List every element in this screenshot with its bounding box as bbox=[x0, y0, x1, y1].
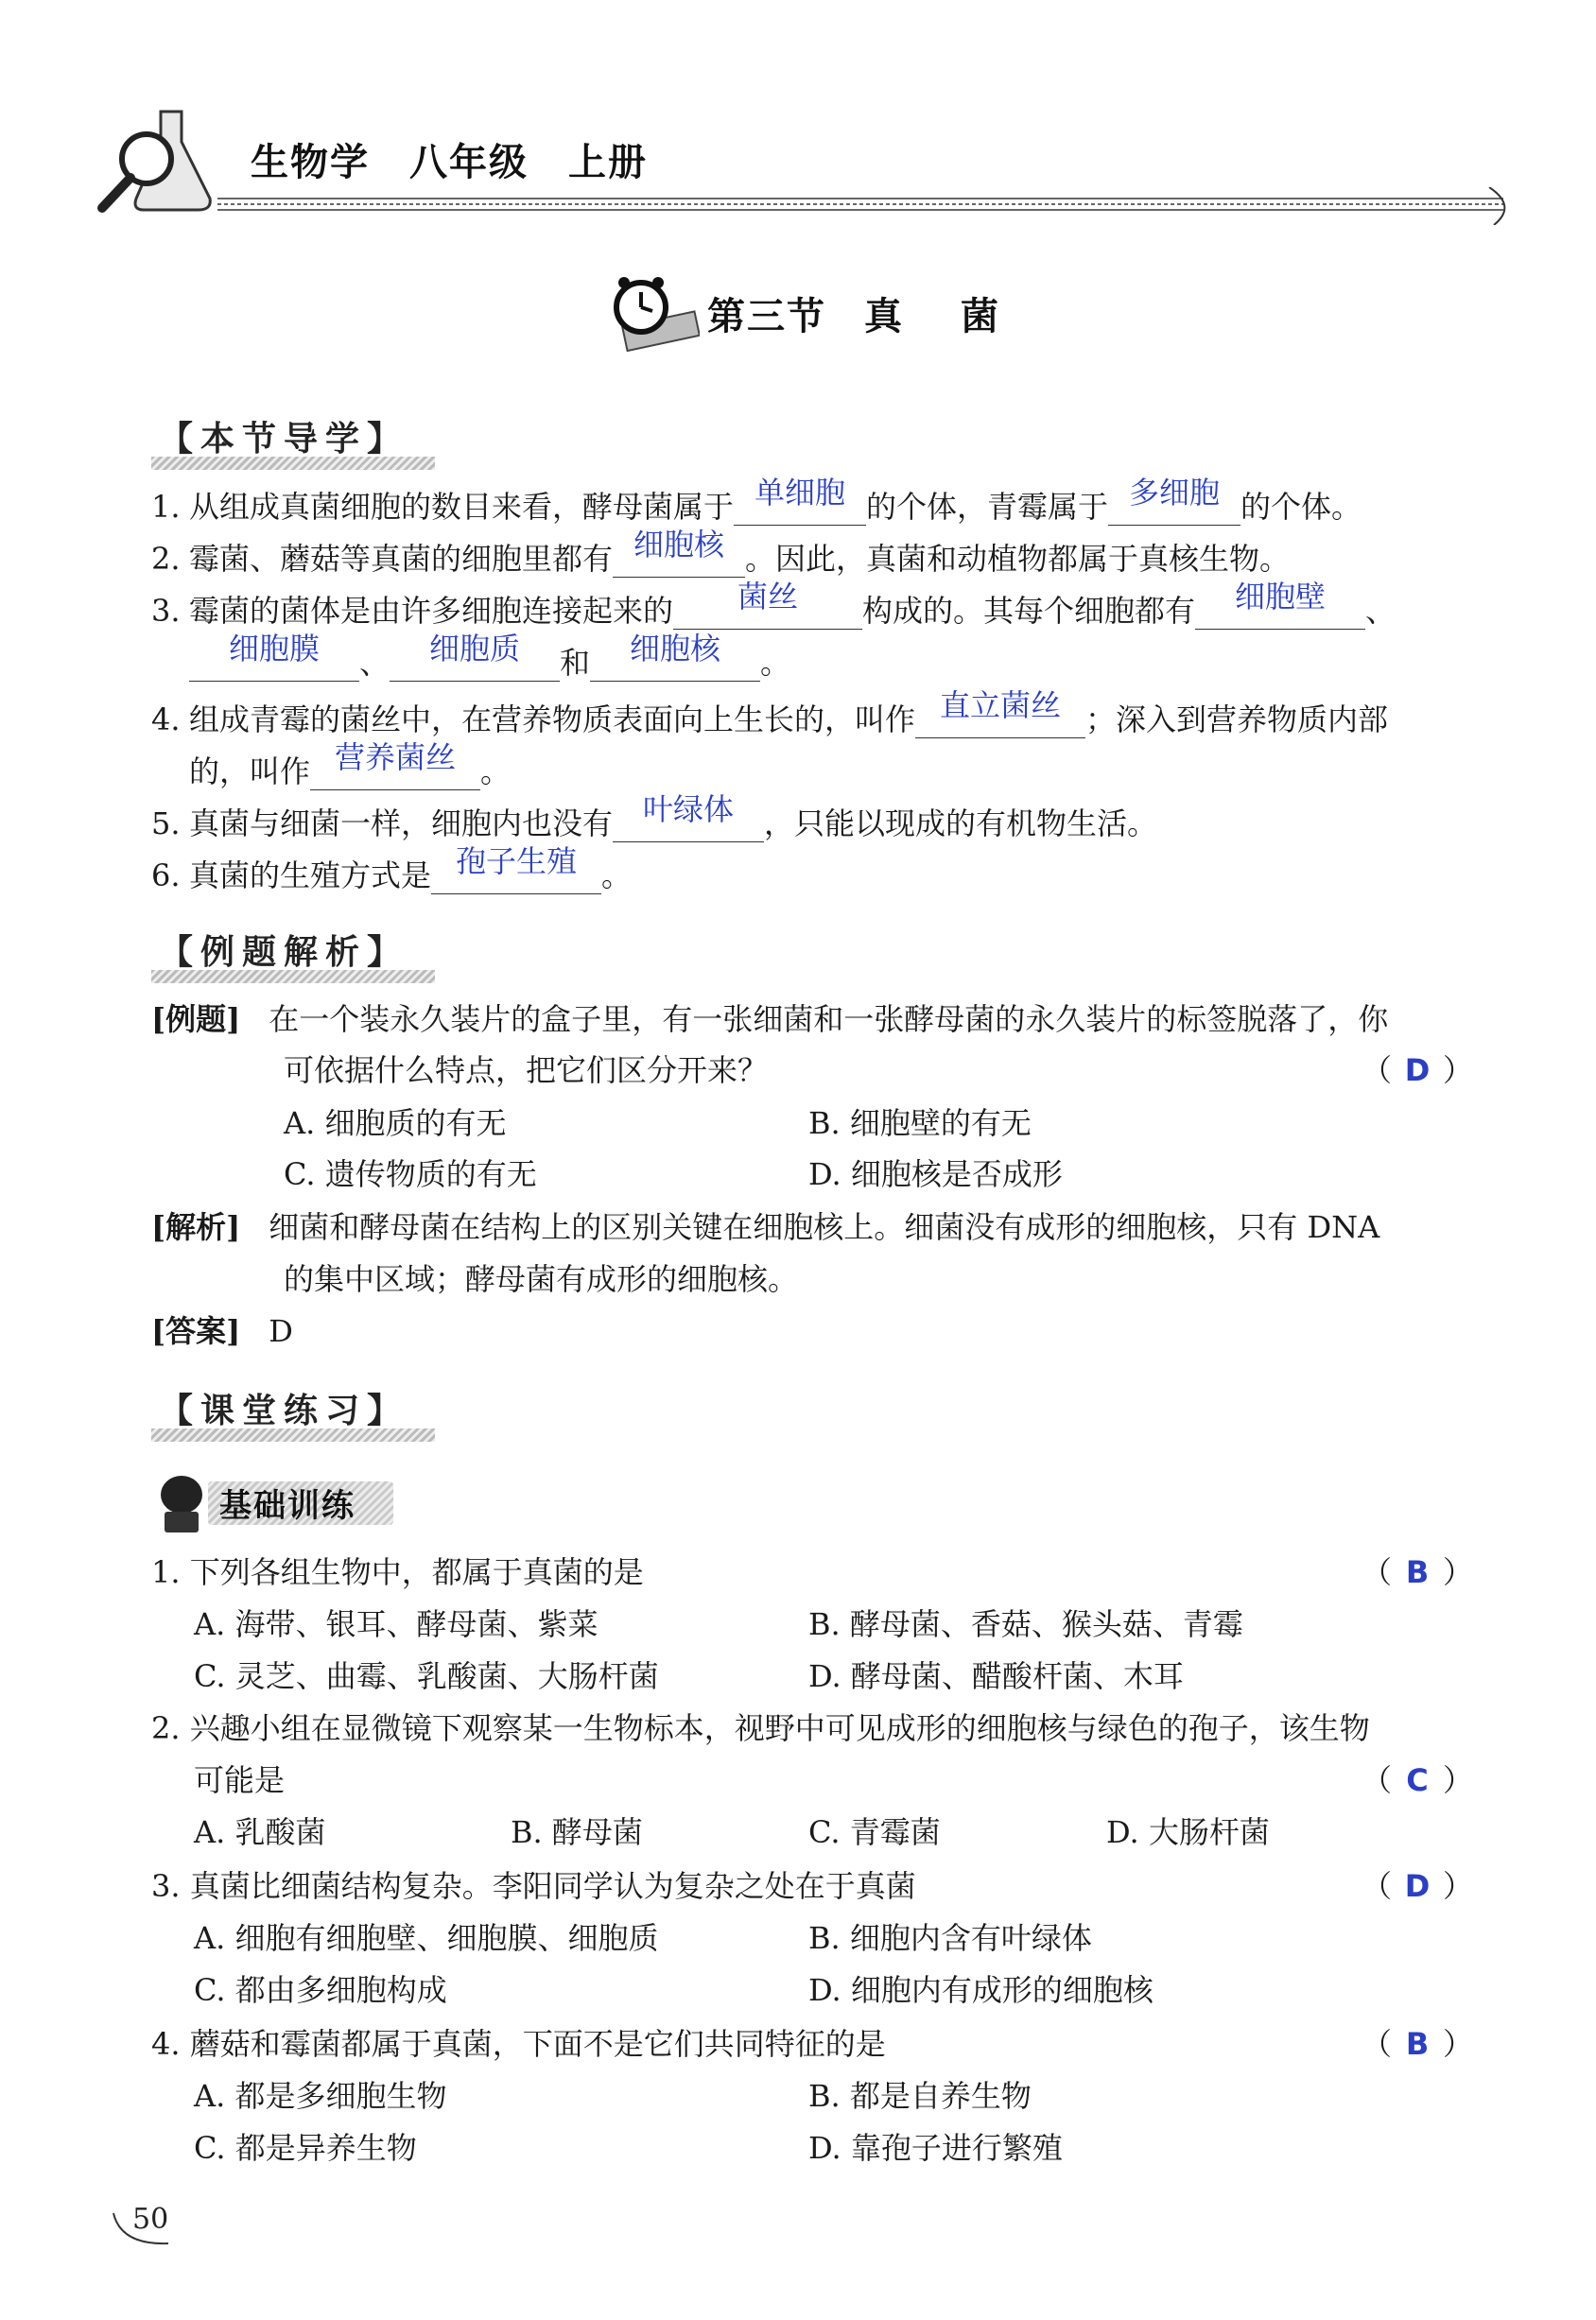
practice-q4-answer: （ B ） bbox=[1362, 2026, 1474, 2062]
example-answer: [答案] D bbox=[151, 1313, 293, 1349]
practice-q2-answer: （ C ） bbox=[1362, 1762, 1474, 1798]
practice-q2-option-c: C. 青霉菌 bbox=[808, 1814, 941, 1850]
example-label: 【例题解析】 bbox=[151, 922, 416, 979]
practice-q1-option-a: A. 海带、银耳、酵母菌、紫菜 bbox=[194, 1606, 598, 1642]
practice-q1-answer: （ B ） bbox=[1362, 1554, 1474, 1590]
example-option-b: B. 细胞壁的有无 bbox=[808, 1105, 1032, 1141]
practice-q2-stem: 2. 兴趣小组在显微镜下观察某一生物标本，视野中可见成形的细胞核与绿色的孢子，该生物 bbox=[151, 1710, 1370, 1746]
practice-q3-option-c: C. 都由多细胞构成 bbox=[194, 1972, 447, 2008]
practice-q2-option-b: B. 酵母菌 bbox=[511, 1814, 643, 1850]
practice-q1-option-d: D. 酵母菌、醋酸杆菌、木耳 bbox=[808, 1658, 1184, 1694]
example-analysis-cont: 的集中区域；酵母菌有成形的细胞核。 bbox=[284, 1261, 799, 1297]
blank-answer: 细胞膜 bbox=[189, 643, 359, 682]
practice-q2-option-d: D. 大肠杆菌 bbox=[1106, 1814, 1270, 1850]
guide-q4-cont: 的，叫作 营养菌丝 。 bbox=[189, 739, 512, 789]
guide-q5: 5. 真菌与细菌一样，细胞内也没有 叶绿体 ，只能以现成的有机物生活。 bbox=[151, 791, 1158, 841]
guide-q6: 6. 真菌的生殖方式是 孢子生殖 。 bbox=[151, 843, 633, 893]
guide-q3: 3. 霉菌的菌体是由许多细胞连接起来的 菌丝 构成的。其每个细胞都有 细胞壁 、 bbox=[151, 579, 1396, 629]
magnifier-flask-icon bbox=[95, 104, 217, 217]
blank-answer: 孢子生殖 bbox=[431, 856, 601, 894]
practice-q3-option-b: B. 细胞内含有叶绿体 bbox=[808, 1920, 1092, 1956]
blank-answer: 细胞壁 bbox=[1195, 591, 1365, 630]
blank-answer: 多细胞 bbox=[1108, 487, 1240, 526]
section-number: 第三节 bbox=[707, 294, 826, 338]
blank-answer: 细胞核 bbox=[590, 643, 760, 682]
practice-q3-stem: 3. 真菌比细菌结构复杂。李阳同学认为复杂之处在于真菌 bbox=[151, 1868, 916, 1904]
section-title bbox=[707, 286, 1000, 340]
practice-q4-option-b: B. 都是自养生物 bbox=[808, 2078, 1032, 2114]
section-title-char-1: 真 bbox=[864, 294, 904, 338]
practice-q2-stem-cont: 可能是 bbox=[194, 1762, 286, 1798]
basic-training-badge: 基础训练 bbox=[151, 1470, 397, 1536]
practice-q1-stem: 1. 下列各组生物中，都属于真菌的是 bbox=[151, 1554, 644, 1590]
blank-answer: 单细胞 bbox=[734, 487, 866, 526]
blank-answer: 直立菌丝 bbox=[915, 700, 1085, 738]
practice-label: 【课堂练习】 bbox=[151, 1380, 416, 1438]
practice-q3-option-a: A. 细胞有细胞壁、细胞膜、细胞质 bbox=[194, 1920, 659, 1956]
practice-q1-option-c: C. 灵芝、曲霉、乳酸菌、大肠杆菌 bbox=[194, 1658, 659, 1694]
guide-q3-cont: 细胞膜 、 细胞质 和 细胞核 。 bbox=[189, 643, 790, 682]
guide-q1: 1. 从组成真菌细胞的数目来看，酵母菌属于 单细胞 的个体，青霉属于 多细胞 的个体。 bbox=[151, 475, 1362, 525]
example-analysis: [解析] 细菌和酵母菌在结构上的区别关键在细胞核上。细菌没有成形的细胞核，只有 DNA bbox=[151, 1209, 1380, 1245]
example-answer-paren: （ D ） bbox=[1362, 1052, 1474, 1088]
practice-q1-option-b: B. 酵母菌、香菇、猴头菇、青霉 bbox=[808, 1606, 1243, 1642]
blank-answer: 营养菌丝 bbox=[310, 752, 480, 790]
section-heading bbox=[605, 269, 1040, 355]
book-title: 生物学 八年级 上册 bbox=[251, 140, 648, 184]
practice-q3-option-d: D. 细胞内有成形的细胞核 bbox=[808, 1972, 1154, 2008]
guide-q4: 4. 组成青霉的菌丝中，在营养物质表面向上生长的，叫作 直立菌丝 ；深入到营养物质内部 bbox=[151, 687, 1389, 737]
blank-answer: 叶绿体 bbox=[613, 804, 764, 842]
header-divider bbox=[217, 187, 1532, 225]
blank-answer: 细胞质 bbox=[390, 643, 560, 682]
practice-q3-answer: （ D ） bbox=[1362, 1868, 1474, 1904]
practice-q4-option-d: D. 靠孢子进行繁殖 bbox=[808, 2130, 1063, 2166]
example-stem-cont: 可依据什么特点，把它们区分开来？ bbox=[284, 1052, 769, 1088]
alarm-clock-icon bbox=[605, 269, 700, 355]
example-option-c: C. 遗传物质的有无 bbox=[284, 1156, 537, 1192]
practice-q4-option-c: C. 都是异养生物 bbox=[194, 2130, 417, 2166]
practice-q4-option-a: A. 都是多细胞生物 bbox=[194, 2078, 447, 2114]
page-number: 50 bbox=[132, 2203, 169, 2236]
cactus-icon bbox=[151, 1470, 208, 1536]
practice-q2-option-a: A. 乳酸菌 bbox=[194, 1814, 326, 1850]
blank-answer: 细胞核 bbox=[613, 539, 745, 578]
example-stem: [例题] 在一个装永久装片的盒子里，有一张细菌和一张酵母菌的永久装片的标签脱落了，你 bbox=[151, 1001, 1389, 1037]
guide-label: 【本节导学】 bbox=[151, 408, 416, 466]
example-option-d: D. 细胞核是否成形 bbox=[808, 1156, 1063, 1192]
example-option-a: A. 细胞质的有无 bbox=[284, 1105, 507, 1141]
blank-answer: 菌丝 bbox=[673, 591, 862, 630]
guide-q2: 2. 霉菌、蘑菇等真菌的细胞里都有 细胞核 。因此，真菌和动植物都属于真核生物。 bbox=[151, 527, 1291, 577]
page-header bbox=[85, 104, 1522, 217]
practice-q4-stem: 4. 蘑菇和霉菌都属于真菌，下面不是它们共同特征的是 bbox=[151, 2026, 886, 2062]
section-title-char-2: 菌 bbox=[961, 294, 1000, 338]
